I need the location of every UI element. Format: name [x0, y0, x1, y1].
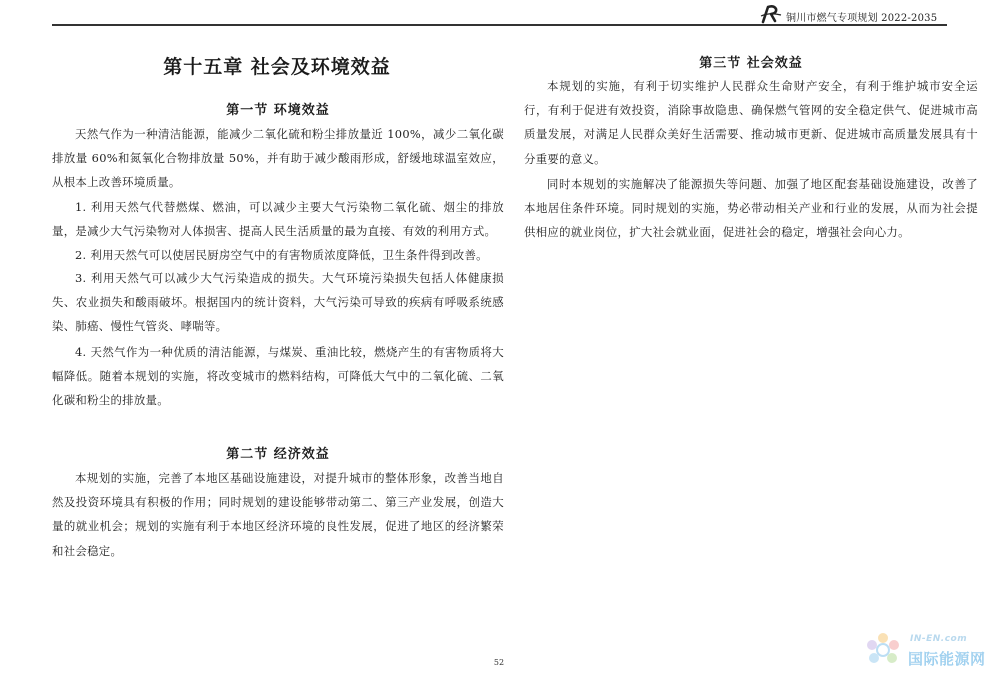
- chapter-title: 第十五章 社会及环境效益: [163, 56, 391, 78]
- paragraph: 本规划的实施，有利于切实维护人民群众生命财产安全，有利于维护城市安全运行，有利于促进有效投资，消除事故隐患、确保燃气管网的安全稳定供气、促进城市高质量发展，对满足人民群众美好生活需要、推动城市更新、促进城市高质量发展具有十分重要的意义。: [524, 79, 978, 166]
- watermark-sub-text: IN-EN.com: [910, 634, 968, 644]
- section-heading-economic: 第二节 经济效益: [226, 447, 330, 462]
- section-heading-social: 第三节 社会效益: [699, 56, 803, 71]
- paragraph: 同时本规划的实施解决了能源损失等问题、加强了地区配套基础设施建设，改善了本地居住条件环境。同时规划的实施，势必带动相关产业和行业的发展，从而为社会提供相应的就业岗位，扩大社会就业面，促进社会的稳定，增强社会向心力。: [524, 177, 978, 240]
- header-title: 铜川市燃气专项规划 2022-2035: [786, 13, 938, 24]
- page-header: [0, 0, 998, 30]
- page-number: 52: [493, 658, 505, 667]
- header-divider: [52, 24, 947, 26]
- flower-logo-icon: [862, 630, 904, 672]
- watermark: [862, 628, 998, 676]
- paragraph: 1. 利用天然气代替燃煤、燃油，可以减少主要大气污染物二氧化硫、烟尘的排放量，是减少大气污染物对人体损害、提高人民生活质量的最为直接、有效的利用方式。: [52, 200, 504, 239]
- planning-logo-icon: [760, 4, 782, 24]
- paragraph: 3. 利用天然气可以减少大气污染造成的损失。大气环境污染损失包括人体健康损失、农业损失和酸雨破坏。根据国内的统计资料，大气污染可导致的疾病有呼吸系统感染、肺癌、慢性气管炎、哮喘等。: [52, 271, 504, 334]
- paragraph: 2. 利用天然气可以使居民厨房空气中的有害物质浓度降低，卫生条件得到改善。: [75, 248, 488, 262]
- watermark-main-text: 国际能源网: [908, 650, 986, 668]
- paragraph: 本规划的实施，完善了本地区基础设施建设，对提升城市的整体形象，改善当地自然及投资环境具有积极的作用；同时规划的建设能够带动第二、第三产业发展，创造大量的就业机会；规划的实施有利于本地区经济环境的良性发展，促进了地区的经济繁荣和社会稳定。: [52, 471, 504, 558]
- paragraph: 4. 天然气作为一种优质的清洁能源，与煤炭、重油比较，燃烧产生的有害物质将大幅降低。随着本规划的实施，将改变城市的燃料结构，可降低大气中的二氧化硫、二氧化碳和粉尘的排放量。: [52, 345, 504, 408]
- section-heading-environment: 第一节 环境效益: [226, 103, 330, 118]
- paragraph: 天然气作为一种清洁能源，能减少二氧化硫和粉尘排放量近 100%，减少二氧化碳排放量 60%和氮氧化合物排放量 50%，并有助于减少酸雨形成，舒缓地球温室效应，从根本上改善环境质量。: [52, 127, 504, 190]
